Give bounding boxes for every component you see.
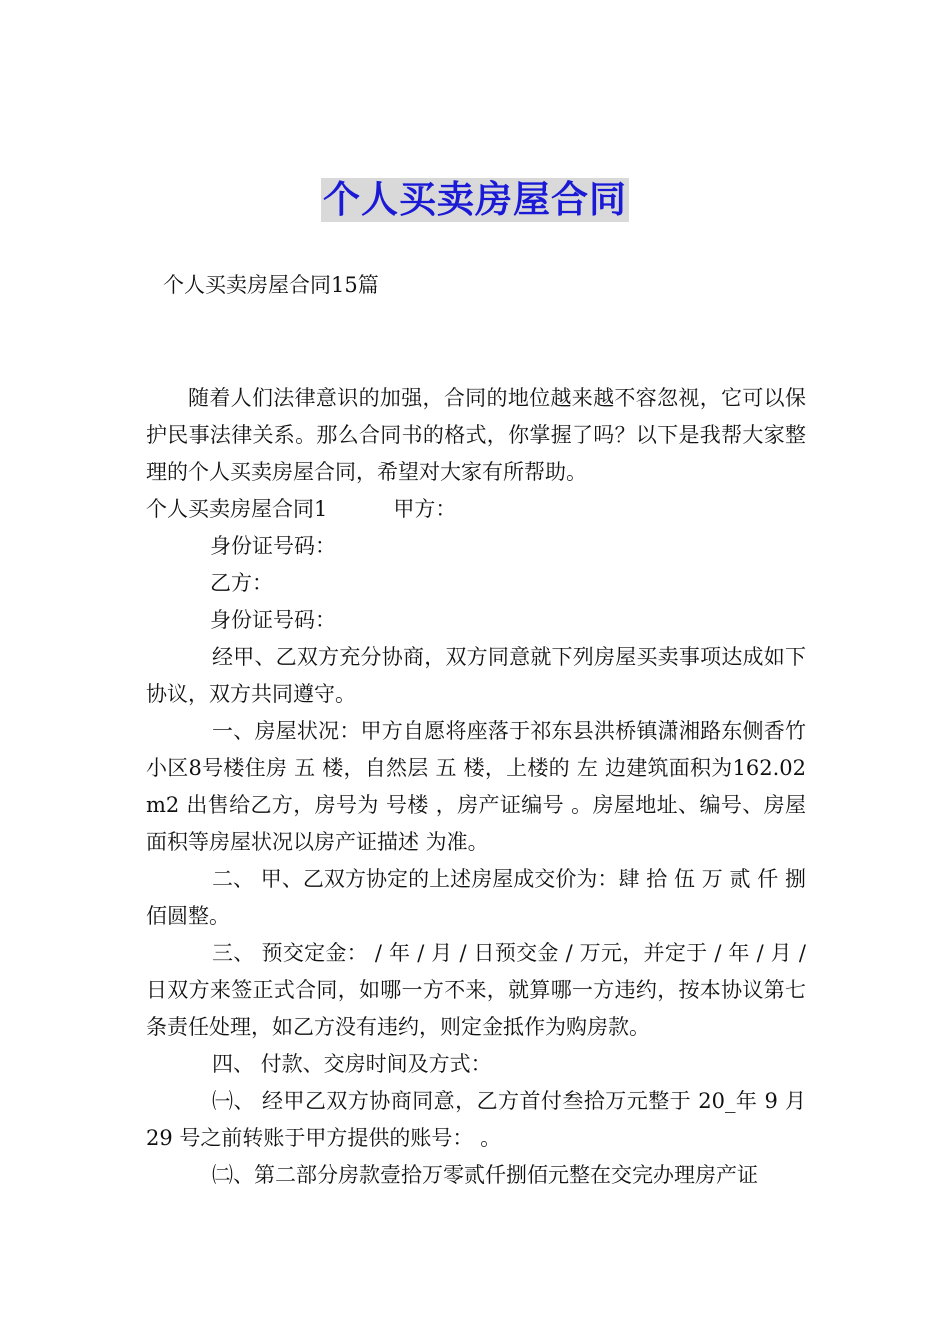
section-heading-line [146, 491, 806, 528]
clause-3: 三、 预交定金： / 年 / 月 / 日预交金 / 万元，并定于 / 年 / 月 / 日双方来签正式合同，如哪一方不来，就算哪一方违约，按本协议第七条责任处理，如乙方没有违约，则定金抵作为购房款。 [146, 941, 806, 1039]
clause-4-item-1: ㈠、 经甲乙双方协商同意，乙方首付叁拾万元整于 20_年 9 月 29 号之前转账于甲方提供的账号： 。 [146, 1089, 806, 1150]
document-body [146, 380, 806, 1194]
id-a-label: 身份证号码： [210, 534, 336, 558]
clause-1: 一、房屋状况：甲方自愿将座落于祁东县洪桥镇潇湘路东侧香竹小区8号楼住房 五 楼，自然层 五 楼，上楼的 左 边建筑面积为162.02 m2 出售给乙方，房号为 号楼 ，房产证编号 。房屋地址、编号、房屋面积等房屋状况以房产证描述 为准。 [146, 719, 806, 854]
preamble-paragraph: 经甲、乙双方充分协商，双方同意就下列房屋买卖事项达成如下协议，双方共同遵守。 [146, 645, 806, 706]
clause-4: 四、 付款、交房时间及方式： [212, 1052, 492, 1076]
document-title: 个人买卖房屋合同 [323, 178, 627, 221]
clause-2: 二、 甲、乙双方协定的上述房屋成交价为：肆 拾 伍 万 贰 仟 捌 佰圆整。 [146, 867, 806, 928]
intro-paragraph: 随着人们法律意识的加强，合同的地位越来越不容忽视，它可以保护民事法律关系。那么合同书的格式，你掌握了吗？以下是我帮大家整理的个人买卖房屋合同，希望对大家有所帮助。 [146, 386, 806, 484]
id-b-label: 身份证号码： [210, 608, 336, 632]
document-subtitle: 个人买卖房屋合同15篇 [163, 273, 379, 297]
title-container [0, 178, 950, 222]
clause-4-item-2: ㈡、第二部分房款壹拾万零贰仟捌佰元整在交完办理房产证 [212, 1163, 758, 1187]
section-heading: 个人买卖房屋合同1 [146, 497, 328, 521]
party-a-label: 甲方： [393, 497, 457, 521]
party-b-label: 乙方： [210, 571, 273, 595]
